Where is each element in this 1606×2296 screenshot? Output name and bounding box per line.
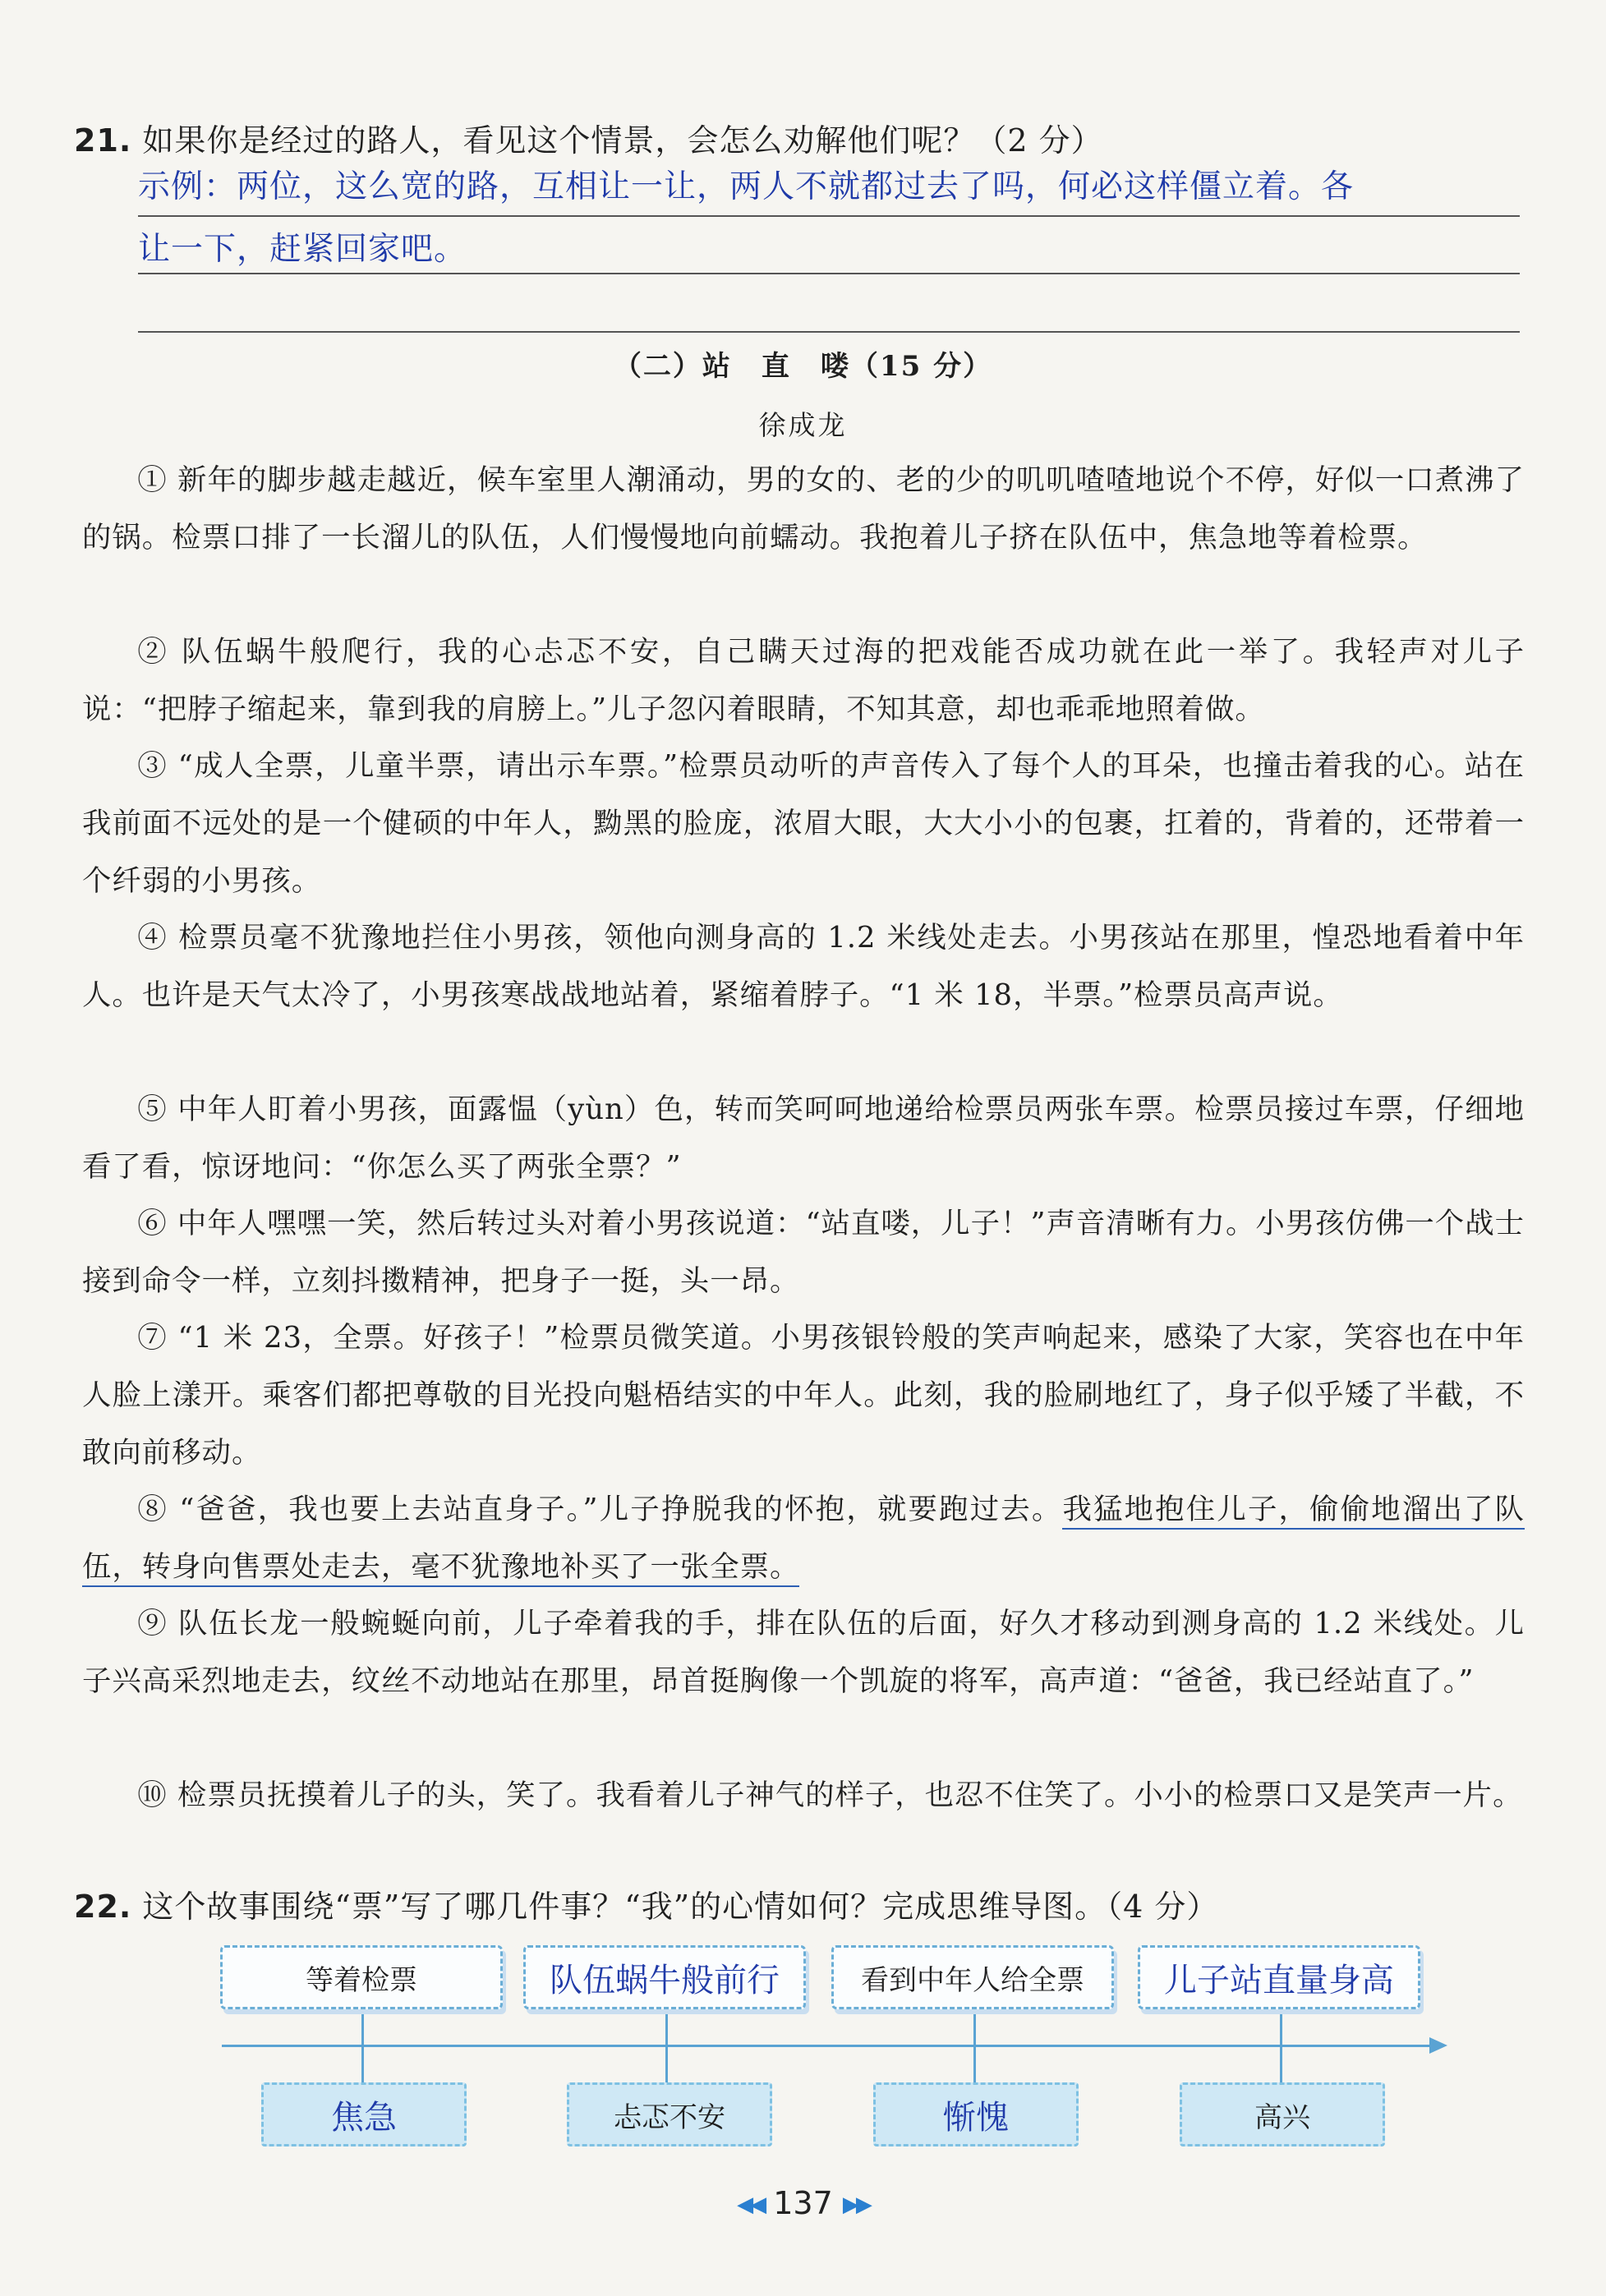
story-title: （二）站 直 喽（15 分） [613, 350, 993, 383]
feeling-box-2: 忐忑不安 [567, 2082, 772, 2146]
paragraph-3: ③ “成人全票，儿童半票，请出示车票。”检票员动听的声音传入了每个人的耳朵，也撞击着我的心。站在我前面不远处的是一个健硕的中年人，黝黑的脸庞，浓眉大眼，大大小小的包裹，扛着的，背着的，还带着一个纤弱的小男孩。 [82, 749, 1525, 898]
paragraph-6: ⑥ 中年人嘿嘿一笑，然后转过头对着小男孩说道：“站直喽，儿子！”声音清晰有力。小男孩仿佛一个战士接到命令一样，立刻抖擞精神，把身子一挺，头一昂。 [82, 1207, 1525, 1298]
connector [361, 2007, 364, 2082]
event-box-1: 等着检票 [220, 1945, 503, 2009]
question-number: 21. [74, 122, 132, 159]
page-number [0, 2185, 1606, 2221]
feeling-box-4: 高兴 [1180, 2082, 1385, 2146]
paragraph-8 [82, 1481, 1525, 1596]
connector [1280, 2007, 1282, 2082]
paragraph-4: ④ 检票员毫不犹豫地拦住小男孩，领他向测身高的 1.2 米线处走去。小男孩站在那里，惶恐地看着中年人。也许是天气太冷了，小男孩寒战战地站着，紧缩着脖子。“1 米 18，半票。”检票员高声说。 [82, 921, 1525, 1012]
page-number-text: 137 [773, 2185, 833, 2221]
event-box-2: 队伍蜗牛般前行 [523, 1945, 806, 2009]
answer-line-1: 示例：两位，这么宽的路，互相让一让，两人不就都过去了吗，何必这样僵立着。各 [138, 168, 1355, 205]
paragraph-1: ① 新年的脚步越走越近，候车室里人潮涌动，男的女的、老的少的叽叽喳喳地说个不停，好似一口煮沸了的锅。检票口排了一长溜儿的队伍，人们慢慢地向前蠕动。我抱着儿子挤在队伍中，焦急地等着检票。 [82, 463, 1525, 554]
answer-rule [138, 273, 1520, 274]
paragraph-9: ⑨ 队伍长龙一般蜿蜒向前，儿子牵着我的手，排在队伍的后面，好久才移动到测身高的 1.2 米线处。儿子兴高采烈地走去，纹丝不动地站在那里，昂首挺胸像一个凯旋的将军，高声道：“爸爸，我已经站直了。” [82, 1607, 1525, 1698]
story-author: 徐成龙 [758, 409, 848, 441]
answer-line-2: 让一下，赶紧回家吧。 [138, 231, 467, 268]
question-text: 如果你是经过的路人，看见这个情景，会怎么劝解他们呢？（2 分） [142, 122, 1103, 159]
paragraph-5: ⑤ 中年人盯着小男孩，面露愠（yùn）色，转而笑呵呵地递给检票员两张车票。检票员接过车票，仔细地看了看，惊讶地问：“你怎么买了两张全票？” [82, 1093, 1525, 1184]
question-text: 这个故事围绕“票”写了哪几件事？“我”的心情如何？完成思维导图。（4 分） [142, 1889, 1219, 1925]
underlined-sentence: 我猛地抱住儿子，偷偷地溜出了队伍，转身向售票处走去，毫不犹豫地补买了一张全票。 [82, 1493, 1525, 1587]
paragraph-7: ⑦ “1 米 23，全票。好孩子！”检票员微笑道。小男孩银铃般的笑声响起来，感染了大家，笑容也在中年人脸上漾开。乘客们都把尊敬的目光投向魁梧结实的中年人。此刻，我的脸刷地红了，身子似乎矮了半截，不敢向前移动。 [82, 1321, 1525, 1470]
arrow-right-icon [1429, 2037, 1447, 2054]
question-22 [74, 1881, 1218, 1926]
connector [665, 2007, 668, 2082]
paragraph-2: ② 队伍蜗牛般爬行，我的心忐忑不安，自己瞒天过海的把戏能否成功就在此一举了。我轻声对儿子说：“把脖子缩起来，靠到我的肩膀上。”儿子忽闪着眼睛，不知其意，却也乖乖地照着做。 [82, 635, 1525, 726]
mindmap-timeline [222, 2045, 1433, 2047]
answer-rule [138, 215, 1520, 217]
event-box-3: 看到中年人给全票 [831, 1945, 1114, 2009]
paragraph-8-text: ⑧ “爸爸，我也要上去站直身子。”儿子挣脱我的怀抱，就要跑过去。 [137, 1493, 1063, 1526]
feeling-box-3: 惭愧 [873, 2082, 1079, 2146]
question-number: 22. [74, 1889, 132, 1925]
paragraph-10: ⑩ 检票员抚摸着儿子的头，笑了。我看着儿子神气的样子，也忍不住笑了。小小的检票口又是笑声一片。 [137, 1778, 1523, 1812]
answer-rule [138, 331, 1520, 333]
double-triangle-left-icon: ◀◀ [737, 2192, 764, 2217]
question-21 [74, 115, 1103, 160]
feeling-box-1: 焦急 [261, 2082, 467, 2146]
event-box-4: 儿子站直量身高 [1138, 1945, 1420, 2009]
double-triangle-right-icon: ▶▶ [842, 2192, 869, 2217]
connector [973, 2007, 976, 2082]
